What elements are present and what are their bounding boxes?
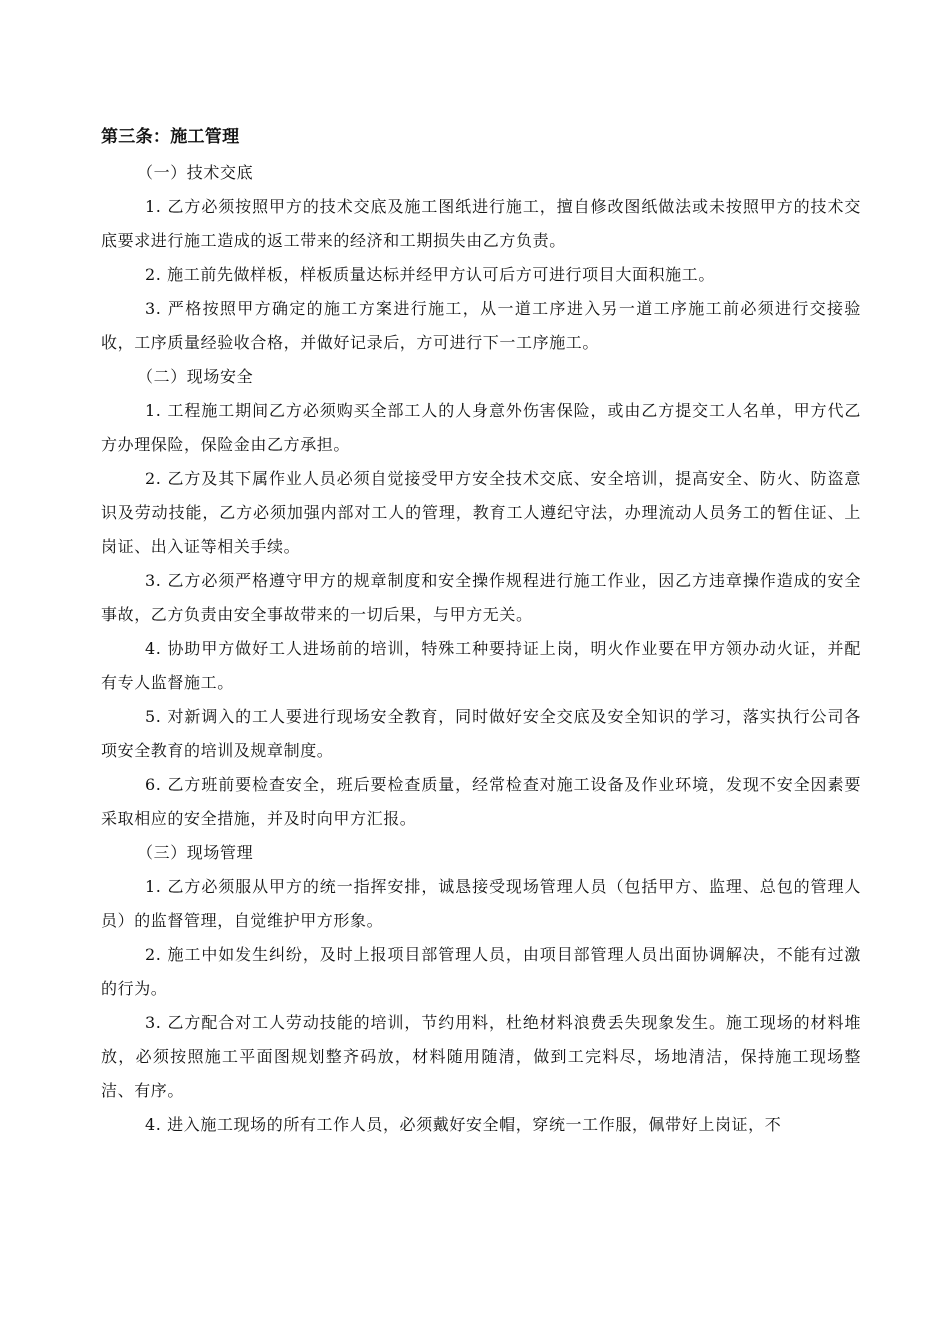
paragraph: 4. 协助甲方做好工人进场前的培训，特殊工种要持证上岗，明火作业要在甲方领办动火证，并配有专人监督施工。	[101, 639, 861, 692]
paragraph: 3. 乙方配合对工人劳动技能的培训，节约用料，杜绝材料浪费丢失现象发生。施工现场的材料堆放，必须按照施工平面图规划整齐码放，材料随用随清，做到工完料尽，场地清洁，保持施工现场整洁、有序。	[101, 1013, 861, 1100]
paragraph: 1. 乙方必须服从甲方的统一指挥安排，诚恳接受现场管理人员（包括甲方、监理、总包的管理人员）的监督管理，自觉维护甲方形象。	[101, 877, 861, 930]
paragraph: 5. 对新调入的工人要进行现场安全教育，同时做好安全交底及安全知识的学习，落实执行公司各项安全教育的培训及规章制度。	[101, 707, 861, 760]
paragraph: 1. 乙方必须按照甲方的技术交底及施工图纸进行施工，擅自修改图纸做法或未按照甲方的技术交底要求进行施工造成的返工带来的经济和工期损失由乙方负责。	[101, 197, 861, 250]
paragraph: 2. 乙方及其下属作业人员必须自觉接受甲方安全技术交底、安全培训，提高安全、防火、防盗意识及劳动技能，乙方必须加强内部对工人的管理，教育工人遵纪守法，办理流动人员务工的暂住证、上岗证、出入证等相关手续。	[101, 469, 861, 556]
paragraph: 2. 施工前先做样板，样板质量达标并经甲方认可后方可进行项目大面积施工。	[145, 265, 715, 284]
article-heading: 第三条：施工管理	[101, 127, 240, 147]
paragraph: 1. 工程施工期间乙方必须购买全部工人的人身意外伤害保险，或由乙方提交工人名单，甲方代乙方办理保险，保险金由乙方承担。	[101, 401, 861, 454]
section-title-site-safety: （二）现场安全	[137, 367, 254, 386]
section-title-technical-briefing: （一）技术交底	[137, 163, 254, 182]
paragraph: 6. 乙方班前要检查安全，班后要检查质量，经常检查对施工设备及作业环境，发现不安全因素要采取相应的安全措施，并及时向甲方汇报。	[101, 775, 861, 828]
paragraph: 3. 严格按照甲方确定的施工方案进行施工，从一道工序进入另一道工序施工前必须进行交接验收，工序质量经验收合格，并做好记录后，方可进行下一工序施工。	[101, 299, 861, 352]
document-body	[101, 122, 861, 1142]
section-title-site-management: （三）现场管理	[137, 843, 254, 862]
paragraph: 2. 施工中如发生纠纷，及时上报项目部管理人员，由项目部管理人员出面协调解决，不能有过激的行为。	[101, 945, 861, 998]
paragraph: 4. 进入施工现场的所有工作人员，必须戴好安全帽，穿统一工作服，佩带好上岗证，不	[145, 1115, 782, 1134]
paragraph: 3. 乙方必须严格遵守甲方的规章制度和安全操作规程进行施工作业，因乙方违章操作造成的安全事故，乙方负责由安全事故带来的一切后果，与甲方无关。	[101, 571, 861, 624]
